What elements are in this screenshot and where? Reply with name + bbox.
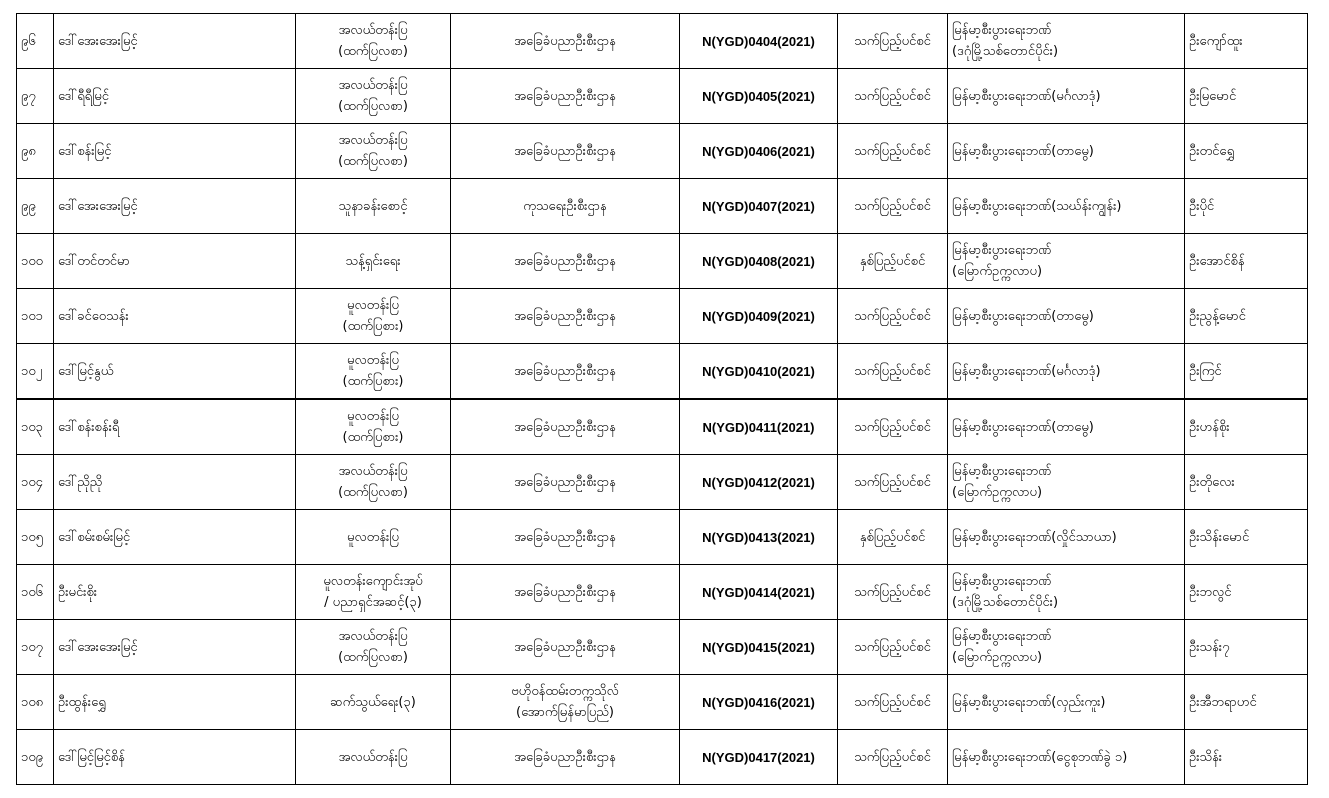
position-text: သူနာခန်းစောင့်: [338, 198, 408, 214]
table-row: [17, 179, 1308, 234]
row-number-text: ၉၇: [21, 88, 36, 104]
row-number-cell: [17, 675, 54, 730]
department-text: (အောက်မြန်မာပြည်): [516, 705, 614, 720]
pension-code-cell: [680, 179, 838, 234]
pension-code-text: N(YGD)0408(2021): [702, 253, 815, 269]
position-cell: [296, 124, 451, 179]
position-cell: [296, 289, 451, 344]
person-name-cell: [54, 510, 296, 565]
person-name-text: ဒေါ်စန်းစန်းရီ: [58, 419, 120, 435]
approver-cell: [1185, 14, 1308, 69]
position-text: ဆက်သွယ်ရေး(၃): [330, 694, 416, 710]
bank-office-cell: [948, 234, 1185, 289]
approver-text: ဦးအီဘရာဟင်: [1189, 694, 1257, 710]
department-cell: [451, 620, 680, 675]
bank-office-cell: [948, 124, 1185, 179]
department-cell: [451, 234, 680, 289]
approver-cell: [1185, 399, 1308, 455]
pension-code-cell: [680, 344, 838, 400]
department-cell: [451, 69, 680, 124]
row-number-text: ၁၀၉: [21, 749, 43, 765]
pension-type-text: နှစ်ပြည့်ပင်စင်: [859, 253, 926, 269]
bank-office-text: မြန်မာ့စီးပွားရေးဘဏ်(လှည်းကူး): [952, 694, 1106, 710]
position-text: အလယ်တန်းပြ: [338, 78, 408, 93]
department-cell: [451, 399, 680, 455]
approver-cell: [1185, 234, 1308, 289]
position-text: (ထက်ပြလစာ): [338, 154, 408, 169]
table-row: [17, 510, 1308, 565]
person-name-text: ဦးထွန်းရွှေ: [58, 694, 106, 710]
department-cell: [451, 455, 680, 510]
pension-type-cell: [838, 344, 948, 400]
pension-type-text: သက်ပြည့်ပင်စင်: [854, 33, 931, 49]
position-cell: [296, 730, 451, 785]
row-number-text: ၁၀၄: [21, 474, 43, 490]
bank-office-text: မြန်မာ့စီးပွားရေးဘဏ်: [952, 464, 1052, 479]
department-text: အခြေခံပညာဦးစီးဌာန: [514, 253, 616, 269]
pension-code-cell: [680, 455, 838, 510]
person-name-cell: [54, 179, 296, 234]
person-name-cell: [54, 620, 296, 675]
position-text: (ထက်ပြလစာ): [338, 485, 408, 500]
position-cell: [296, 179, 451, 234]
position-cell: [296, 675, 451, 730]
pension-code-cell: [680, 510, 838, 565]
pension-code-cell: [680, 565, 838, 620]
row-number-cell: [17, 234, 54, 289]
pension-code-text: N(YGD)0406(2021): [702, 143, 815, 159]
table-row: [17, 730, 1308, 785]
approver-text: ဦးဘလွင်: [1189, 584, 1232, 600]
pension-type-text: နှစ်ပြည့်ပင်စင်: [859, 529, 926, 545]
row-number-text: ၁၀၀: [21, 253, 43, 269]
pension-type-cell: [838, 510, 948, 565]
person-name-text: ဒေါ်အေးအေးမြင့်: [58, 33, 138, 49]
department-text: အခြေခံပညာဦးစီးဌာန: [514, 474, 616, 490]
position-cell: [296, 14, 451, 69]
row-number-cell: [17, 455, 54, 510]
row-number-text: ၉၆: [21, 33, 36, 49]
row-number-cell: [17, 730, 54, 785]
bank-office-text: မြန်မာ့စီးပွားရေးဘဏ်(သဃ်န်းကျွန်း): [952, 198, 1122, 214]
approver-cell: [1185, 620, 1308, 675]
bank-office-cell: [948, 675, 1185, 730]
department-cell: [451, 675, 680, 730]
approver-cell: [1185, 124, 1308, 179]
table-row: [17, 14, 1308, 69]
pension-type-text: သက်ပြည့်ပင်စင်: [854, 639, 931, 655]
position-text: / ပညာရှင်အဆင့်(၃): [324, 595, 422, 610]
position-text: မူလတန်းပြ: [347, 353, 399, 368]
person-name-text: ဦးမင်းစိုး: [58, 584, 98, 600]
pension-type-cell: [838, 69, 948, 124]
row-number-text: ၉၉: [21, 198, 36, 214]
table-row: [17, 399, 1308, 455]
approver-text: ဦးတင်ရွှေ: [1189, 143, 1235, 159]
person-name-text: ဒေါ်ရီရီမြင့်: [58, 88, 109, 104]
pension-type-cell: [838, 565, 948, 620]
person-name-cell: [54, 565, 296, 620]
approver-text: ဦးမြမောင်: [1189, 88, 1237, 104]
approver-cell: [1185, 510, 1308, 565]
pension-code-cell: [680, 620, 838, 675]
department-text: အခြေခံပညာဦးစီးဌာန: [514, 419, 616, 435]
person-name-text: ဒေါ်အေးအေးမြင့်: [58, 639, 138, 655]
approver-text: ဦးသိန်းမောင်: [1189, 529, 1250, 545]
position-text: မူလတန်းပြ: [347, 298, 399, 313]
approver-cell: [1185, 344, 1308, 400]
row-number-cell: [17, 69, 54, 124]
bank-office-text: မြန်မာ့စီးပွားရေးဘဏ်(ငွေစုဘဏ်ခွဲ ၁): [952, 749, 1128, 765]
pension-type-cell: [838, 234, 948, 289]
position-text: အလယ်တန်းပြ: [338, 23, 408, 38]
department-cell: [451, 179, 680, 234]
bank-office-text: မြန်မာ့စီးပွားရေးဘဏ်: [952, 574, 1052, 589]
approver-text: ဦးဟန်စိုး: [1189, 419, 1230, 435]
bank-office-cell: [948, 399, 1185, 455]
pension-type-cell: [838, 14, 948, 69]
position-text: အလယ်တန်းပြ: [338, 133, 408, 148]
pension-code-text: N(YGD)0414(2021): [702, 584, 815, 600]
pension-type-text: သက်ပြည့်ပင်စင်: [854, 363, 931, 379]
position-text: (ထက်ပြစား): [342, 374, 404, 389]
department-text: အခြေခံပညာဦးစီးဌာန: [514, 143, 616, 159]
pension-code-cell: [680, 399, 838, 455]
person-name-text: ဒေါ်အေးအေးမြင့်: [58, 198, 138, 214]
pension-type-text: သက်ပြည့်ပင်စင်: [854, 308, 931, 324]
approver-text: ဦးပိုင်: [1189, 198, 1215, 214]
approver-text: ဦးကျော်ထူး: [1189, 33, 1243, 49]
department-text: အခြေခံပညာဦးစီးဌာန: [514, 33, 616, 49]
row-number-cell: [17, 124, 54, 179]
bank-office-text: မြန်မာ့စီးပွားရေးဘဏ်(မင်္ဂလာဒုံ): [952, 88, 1101, 104]
approver-cell: [1185, 289, 1308, 344]
bank-office-text: မြန်မာ့စီးပွားရေးဘဏ်(လှိုင်သာယာ): [952, 529, 1117, 545]
person-name-cell: [54, 124, 296, 179]
position-cell: [296, 69, 451, 124]
pension-type-text: သက်ပြည့်ပင်စင်: [854, 198, 931, 214]
pension-type-text: သက်ပြည့်ပင်စင်: [854, 474, 931, 490]
person-name-cell: [54, 399, 296, 455]
bank-office-text: (မြောက်ဥက္ကလာပ): [952, 485, 1043, 500]
bank-office-text: မြန်မာ့စီးပွားရေးဘဏ်: [952, 629, 1052, 644]
position-text: အလယ်တန်းပြ: [338, 629, 408, 644]
table-row: [17, 620, 1308, 675]
table-row: [17, 344, 1308, 400]
pension-type-text: သက်ပြည့်ပင်စင်: [854, 143, 931, 159]
table-row: [17, 565, 1308, 620]
table-row: [17, 675, 1308, 730]
pension-code-text: N(YGD)0407(2021): [702, 198, 815, 214]
position-text: (ထက်ပြလစာ): [338, 99, 408, 114]
pension-table: [16, 13, 1308, 785]
pension-code-cell: [680, 289, 838, 344]
department-cell: [451, 344, 680, 400]
bank-office-cell: [948, 344, 1185, 400]
bank-office-cell: [948, 14, 1185, 69]
pension-type-cell: [838, 289, 948, 344]
row-number-cell: [17, 289, 54, 344]
approver-cell: [1185, 69, 1308, 124]
pension-code-text: N(YGD)0417(2021): [702, 749, 815, 765]
pension-code-text: N(YGD)0415(2021): [702, 639, 815, 655]
department-text: အခြေခံပညာဦးစီးဌာန: [514, 529, 616, 545]
pension-code-cell: [680, 730, 838, 785]
person-name-text: ဒေါ်စမ်းစမ်းမြင့်: [58, 529, 131, 545]
row-number-text: ၁၀၁: [21, 308, 43, 324]
pension-type-cell: [838, 620, 948, 675]
person-name-cell: [54, 69, 296, 124]
bank-office-cell: [948, 179, 1185, 234]
pension-type-cell: [838, 399, 948, 455]
table-row: [17, 234, 1308, 289]
bank-office-cell: [948, 565, 1185, 620]
department-text: အခြေခံပညာဦးစီးဌာန: [514, 749, 616, 765]
department-cell: [451, 510, 680, 565]
pension-code-text: N(YGD)0411(2021): [702, 419, 815, 435]
position-text: မူလတန်းကျောင်းအုပ်: [323, 574, 423, 589]
department-text: အခြေခံပညာဦးစီးဌာန: [514, 639, 616, 655]
row-number-cell: [17, 14, 54, 69]
bank-office-text: (ဒဂုံမြို့သစ်တောင်ပိုင်း): [952, 595, 1059, 610]
pension-type-cell: [838, 675, 948, 730]
approver-cell: [1185, 179, 1308, 234]
position-text: (ထက်ပြစား): [342, 319, 404, 334]
row-number-text: ၁၀၈: [21, 694, 44, 710]
department-cell: [451, 565, 680, 620]
approver-text: ဦးအောင်စိန်: [1189, 253, 1245, 269]
department-cell: [451, 289, 680, 344]
bank-office-cell: [948, 620, 1185, 675]
approver-cell: [1185, 565, 1308, 620]
bank-office-text: မြန်မာ့စီးပွားရေးဘဏ်(တာမွေ): [952, 419, 1094, 435]
pension-code-text: N(YGD)0413(2021): [702, 529, 815, 545]
position-cell: [296, 234, 451, 289]
pension-code-text: N(YGD)0404(2021): [702, 33, 815, 49]
person-name-text: ဒေါ်စန်းမြင့်: [58, 143, 112, 159]
position-cell: [296, 565, 451, 620]
row-number-cell: [17, 510, 54, 565]
position-text: (ထက်ပြလစာ): [338, 44, 408, 59]
position-text: သန့်ရှင်းရေး: [345, 253, 401, 269]
bank-office-text: မြန်မာ့စီးပွားရေးဘဏ်(တာမွေ): [952, 308, 1094, 324]
pension-list-sheet: [16, 13, 1308, 785]
pension-type-cell: [838, 455, 948, 510]
person-name-cell: [54, 234, 296, 289]
pension-code-cell: [680, 124, 838, 179]
row-number-cell: [17, 179, 54, 234]
pension-type-cell: [838, 179, 948, 234]
person-name-cell: [54, 14, 296, 69]
position-cell: [296, 510, 451, 565]
row-number-cell: [17, 565, 54, 620]
person-name-text: ဒေါ်မြင့်မြင့်စိန်: [58, 749, 125, 765]
bank-office-cell: [948, 289, 1185, 344]
pension-code-text: N(YGD)0416(2021): [702, 694, 815, 710]
bank-office-cell: [948, 455, 1185, 510]
table-row: [17, 455, 1308, 510]
row-number-cell: [17, 344, 54, 400]
row-number-text: ၁၀၆: [21, 584, 43, 600]
row-number-cell: [17, 620, 54, 675]
pension-code-text: N(YGD)0410(2021): [702, 363, 815, 379]
pension-type-text: သက်ပြည့်ပင်စင်: [854, 88, 931, 104]
pension-code-cell: [680, 14, 838, 69]
person-name-text: ဒေါ်တင်တင်မာ: [58, 253, 130, 269]
position-text: မူလတန်းပြ: [347, 409, 399, 424]
approver-cell: [1185, 455, 1308, 510]
approver-cell: [1185, 675, 1308, 730]
approver-text: ဦးသိန်း: [1189, 749, 1223, 765]
pension-code-text: N(YGD)0412(2021): [702, 474, 815, 490]
department-text: အခြေခံပညာဦးစီးဌာန: [514, 584, 616, 600]
person-name-cell: [54, 455, 296, 510]
position-text: (ထက်ပြလစာ): [338, 650, 408, 665]
bank-office-text: (ဒဂုံမြို့သစ်တောင်ပိုင်း): [952, 44, 1059, 59]
bank-office-text: မြန်မာ့စီးပွားရေးဘဏ်: [952, 243, 1052, 258]
position-cell: [296, 455, 451, 510]
row-number-text: ၁၀၃: [21, 419, 43, 435]
bank-office-cell: [948, 730, 1185, 785]
position-text: မူလတန်းပြ: [347, 529, 399, 545]
pension-code-cell: [680, 234, 838, 289]
position-text: အလယ်တန်းပြ: [338, 749, 408, 765]
department-cell: [451, 730, 680, 785]
person-name-text: ဒေါ်ခင်ဝေသန်း: [58, 308, 129, 324]
pension-type-text: သက်ပြည့်ပင်စင်: [854, 419, 931, 435]
pension-type-text: သက်ပြည့်ပင်စင်: [854, 584, 931, 600]
approver-text: ဦးကြင်: [1189, 363, 1222, 379]
person-name-cell: [54, 344, 296, 400]
bank-office-cell: [948, 510, 1185, 565]
approver-text: ဦးတိုလေး: [1189, 474, 1235, 490]
row-number-cell: [17, 399, 54, 455]
department-text: ကုသရေးဦးစီးဌာန: [523, 198, 607, 214]
approver-text: ဦးညွန့်မောင်: [1189, 308, 1246, 324]
pension-type-cell: [838, 730, 948, 785]
pension-code-text: N(YGD)0409(2021): [702, 308, 815, 324]
position-text: အလယ်တန်းပြ: [338, 464, 408, 479]
bank-office-text: မြန်မာ့စီးပွားရေးဘဏ်(တာမွေ): [952, 143, 1094, 159]
department-text: အခြေခံပညာဦးစီးဌာန: [514, 308, 616, 324]
row-number-text: ၁၀၂: [21, 363, 43, 379]
bank-office-text: (မြောက်ဥက္ကလာပ): [952, 264, 1043, 279]
person-name-text: ဒေါ်ညိုညို: [58, 474, 103, 490]
position-cell: [296, 399, 451, 455]
row-number-text: ၉၈: [21, 143, 36, 159]
bank-office-text: (မြောက်ဥက္ကလာပ): [952, 650, 1043, 665]
pension-type-cell: [838, 124, 948, 179]
approver-text: ဦးသန်း၇: [1189, 639, 1230, 655]
department-text: အခြေခံပညာဦးစီးဌာန: [514, 88, 616, 104]
table-body: [17, 14, 1308, 785]
position-text: (ထက်ပြစား): [342, 430, 404, 445]
pension-code-cell: [680, 675, 838, 730]
person-name-cell: [54, 730, 296, 785]
row-number-text: ၁၀၇: [21, 639, 43, 655]
pension-type-text: သက်ပြည့်ပင်စင်: [854, 694, 931, 710]
department-text: ဗဟိုဝန်ထမ်းတက္ကသိုလ်: [511, 684, 619, 699]
person-name-cell: [54, 675, 296, 730]
person-name-text: ဒေါ်မြင့်နွယ်: [58, 363, 114, 379]
person-name-cell: [54, 289, 296, 344]
position-cell: [296, 344, 451, 400]
pension-type-text: သက်ပြည့်ပင်စင်: [854, 749, 931, 765]
table-row: [17, 289, 1308, 344]
table-row: [17, 69, 1308, 124]
approver-cell: [1185, 730, 1308, 785]
department-cell: [451, 14, 680, 69]
row-number-text: ၁၀၅: [21, 529, 43, 545]
bank-office-text: မြန်မာ့စီးပွားရေးဘဏ်(မင်္ဂလာဒုံ): [952, 363, 1101, 379]
department-cell: [451, 124, 680, 179]
pension-code-cell: [680, 69, 838, 124]
bank-office-text: မြန်မာ့စီးပွားရေးဘဏ်: [952, 23, 1052, 38]
table-row: [17, 124, 1308, 179]
position-cell: [296, 620, 451, 675]
department-text: အခြေခံပညာဦးစီးဌာန: [514, 363, 616, 379]
bank-office-cell: [948, 69, 1185, 124]
pension-code-text: N(YGD)0405(2021): [702, 88, 815, 104]
